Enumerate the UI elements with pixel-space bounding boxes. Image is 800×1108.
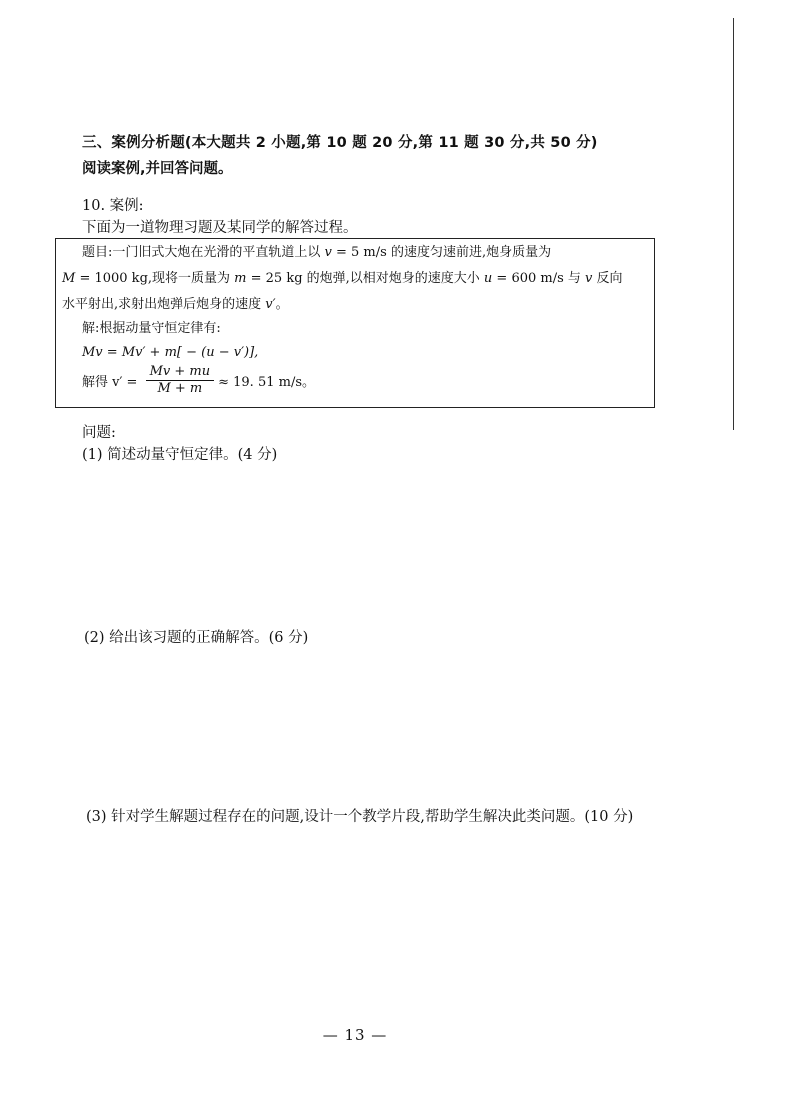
question-number: 10. 案例: <box>82 198 144 214</box>
result-fraction <box>146 364 215 397</box>
section-instruction: 阅读案例,并回答问题。 <box>82 161 233 177</box>
case-solution-label: 解:根据动量守恒定律有: <box>82 321 221 336</box>
case-equation: Mv = Mv′ + m[ − (u − v′)], <box>82 345 259 360</box>
case-problem-line-1: 题目:一门旧式大炮在光滑的平直轨道上以 v = 5 m/s 的速度匀速前进,炮身质量为 <box>82 245 552 260</box>
case-box <box>55 238 655 408</box>
question-intro: 下面为一道物理习题及某同学的解答过程。 <box>82 220 358 236</box>
sub-question-1: (1) 简述动量守恒定律。(4 分) <box>82 447 278 463</box>
case-problem-line-2: M = 1000 kg,现将一质量为 m = 25 kg 的炮弹,以相对炮身的速度大小 u = 600 m/s 与 v 反向 <box>62 271 623 286</box>
fraction-denominator: M + m <box>157 381 203 396</box>
sub-question-2: (2) 给出该习题的正确解答。(6 分) <box>84 630 309 646</box>
fraction-numerator: Mv + mu <box>146 364 215 381</box>
questions-label: 问题: <box>82 425 116 441</box>
page-number: — 13 — <box>322 1026 388 1044</box>
section-title: 三、案例分析题(本大题共 2 小题,第 10 题 20 分,第 11 题 30 分,共 50 分) <box>82 135 598 151</box>
binding-margin-line <box>733 18 734 430</box>
sub-question-3: (3) 针对学生解题过程存在的问题,设计一个教学片段,帮助学生解决此类问题。(10 分) <box>86 809 634 825</box>
case-result: 解得 v′ = $\frac{Mv + mu}{M + m}$ ≈ 19. 51 m/s。 <box>82 364 315 396</box>
case-problem-line-3: 水平射出,求射出炮弹后炮身的速度 v′。 <box>62 297 289 312</box>
